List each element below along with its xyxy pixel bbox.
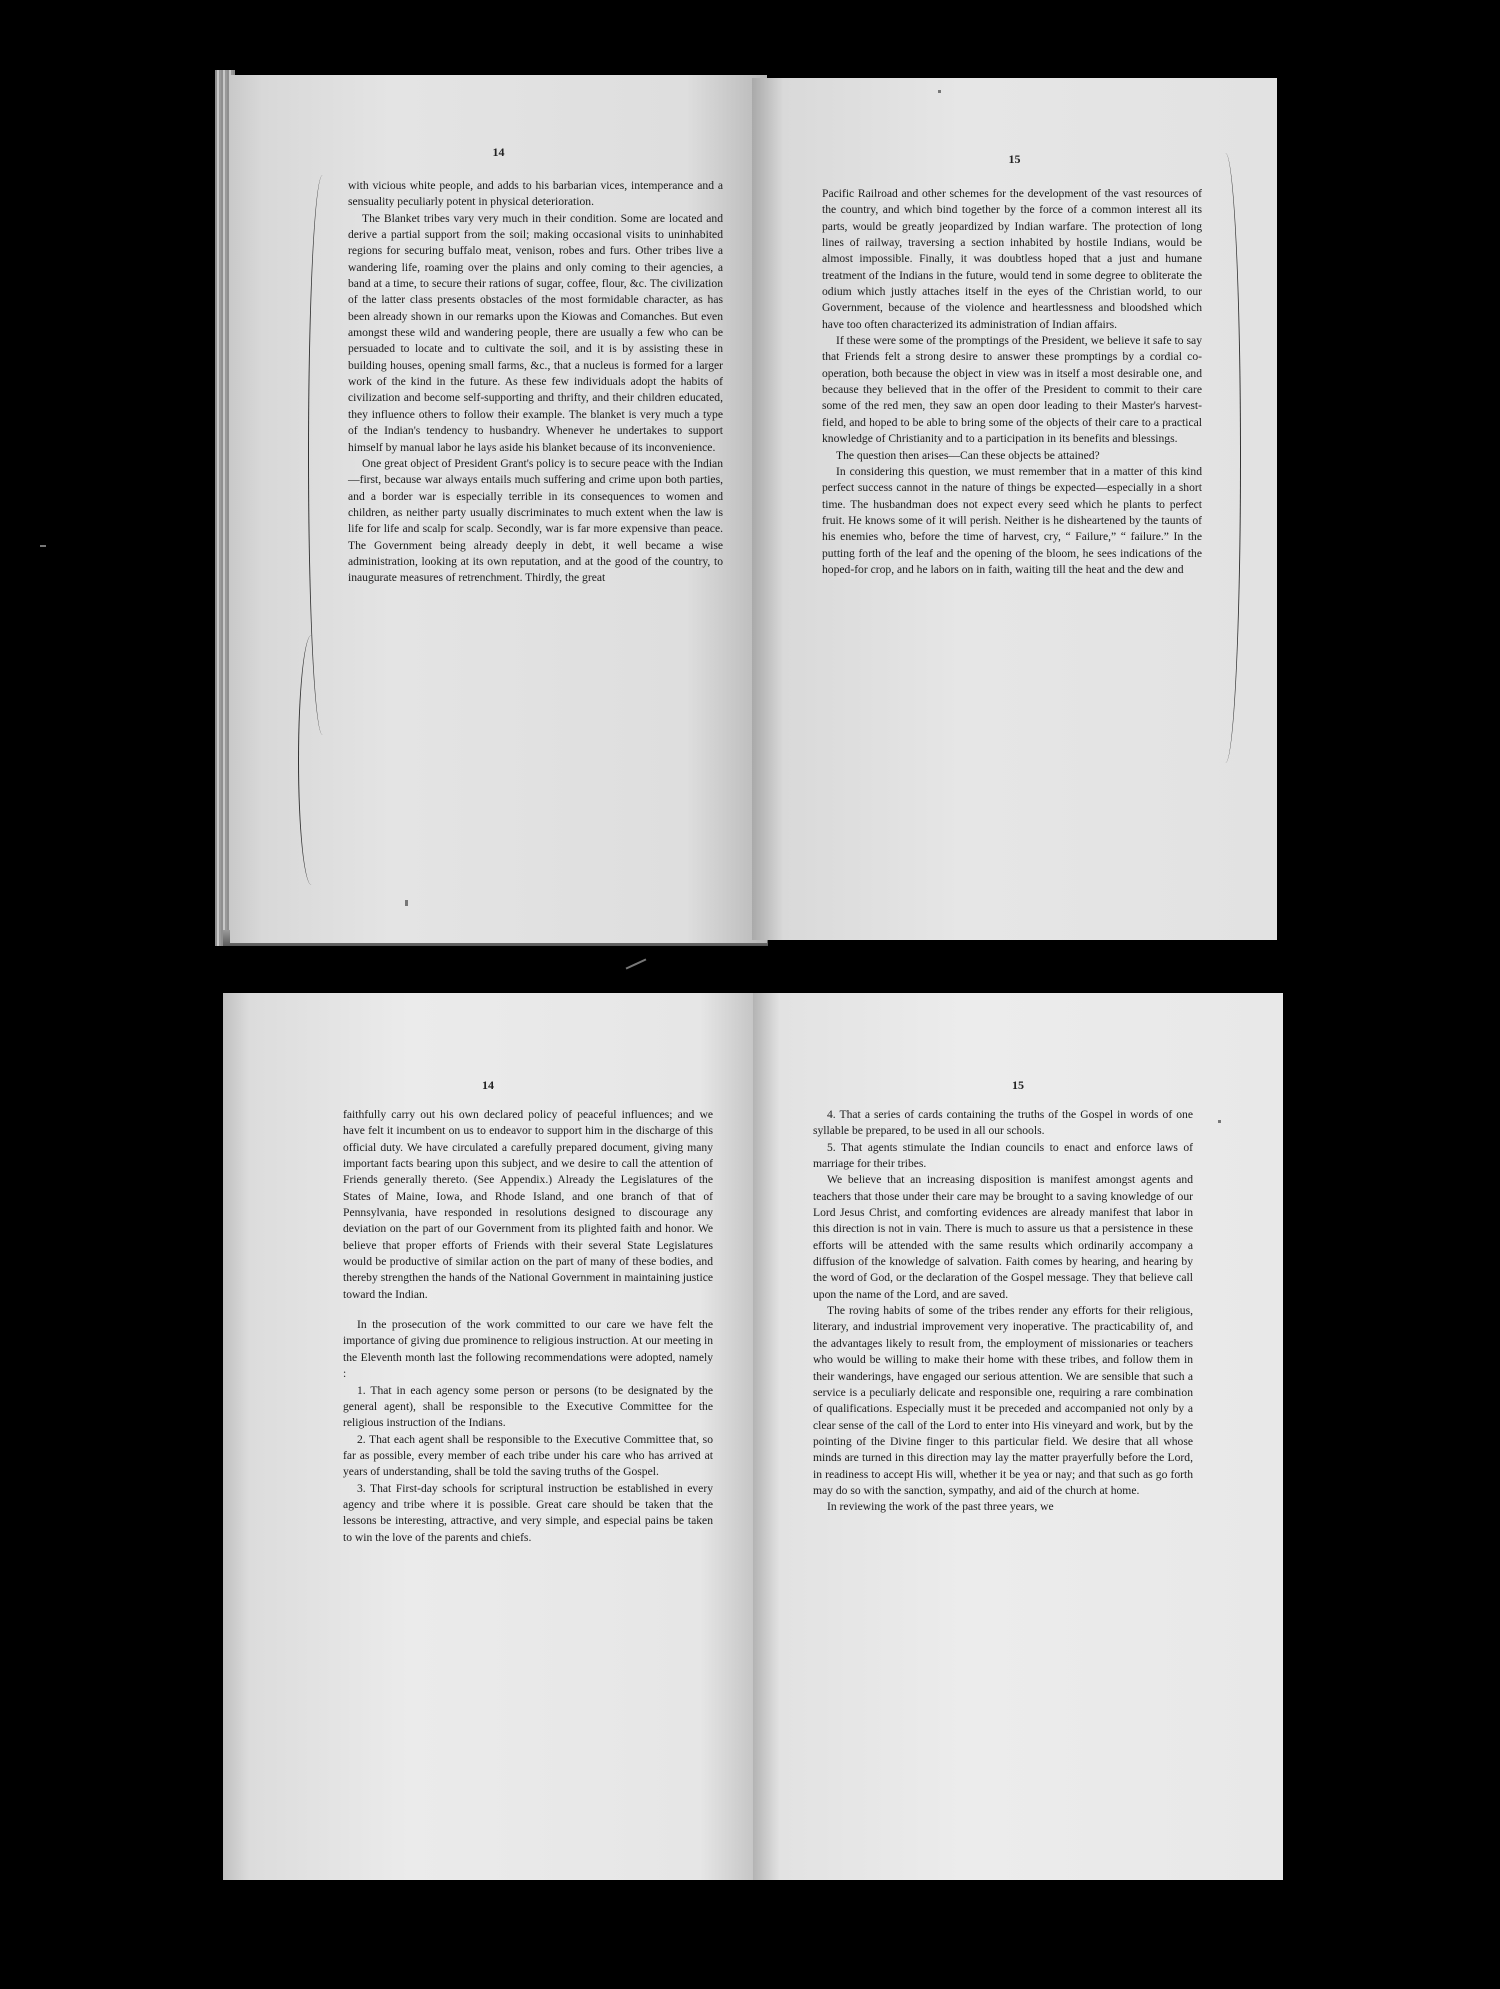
paragraph: The question then arises—Can these objects be attained? — [836, 448, 1100, 462]
page-text — [348, 178, 723, 587]
paragraph: We believe that an increasing disposition is manifest amongst agents and teachers that those under their care may be brought to a saving knowledge of our Lord Jesus Christ, and comforting evidences are already manifest that labor in this direction is not in vain. There is much to assure us that a persistence in these efforts will be attended with the same results which ordinarily accompany a diffusion of the knowledge of salvation. Faith comes by hearing, and hearing by the word of God, or the declaration of the Gospel message. They that believe call upon the name of the Lord, and are saved. — [813, 1173, 1193, 1301]
paragraph: with vicious white people, and adds to his barbarian vices, intemperance and a sensuality peculiarly potent in physical deterioration. — [348, 179, 723, 209]
scan2-left-page — [223, 993, 753, 1880]
dust-speck — [40, 545, 46, 547]
paragraph: In considering this question, we must remember that in a matter of this kind perfect success cannot in the nature of things be expected—especially in a short time. The husbandman does not expect every seed which he plants to perfect fruit. He knows some of it will perish. Neither is he disheartened by the taunts of his enemies who, before the time of harvest, cry, “ Failure,” “ failure.” In the putting forth of the leaf and the opening of the bloom, he sees indications of the hoped-for crop, and he labors on in faith, waiting till the heat and the dew and — [822, 464, 1202, 576]
paragraph: One great object of President Grant's policy is to secure peace with the Indian—first, because war always entails much suffering and crime upon both parties, and a border war is especially terrible in its consequences to women and children, as neither party usually discriminates to much extent when the law is life for life and scalp for scalp. Secondly, war is far more expensive than peace. The Government being already deeply in debt, it well became a wise administration, looking at its own reputation, and at the good of the country, to inaugurate measures of retrenchment. Thirdly, the great — [348, 456, 723, 585]
page-number: 14 — [482, 1078, 494, 1092]
scan2-right-page — [753, 993, 1283, 1880]
paragraph: Pacific Railroad and other schemes for the development of the vast resources of the country, and which bind together by the force of a common interest all its parts, would be greatly jeopardized by Indian warfare. The protection of long lines of railway, traversing a section inhabited by hostile Indians, would be almost impossible. Finally, it was doubtless hoped that a just and humane treatment of the Indians in the future, would tend in some degree to obliterate the odium which justly attaches itself in the eyes of the Christian world, to our Government, because of the violence and heartlessness and bloodshed which have too often characterized its administration of Indian affairs. — [822, 187, 1202, 331]
page-number: 14 — [492, 145, 505, 159]
page-text — [822, 186, 1202, 578]
pencil-bracket-mark — [1210, 153, 1241, 763]
scan1-left-page — [230, 75, 767, 943]
page-text — [343, 1107, 713, 1546]
paragraph: 2. That each agent shall be responsible to the Executive Committee that, so far as possible, every member of each tribe under his care who has arrived at years of understanding, shall be told the saving truths of the Gospel. — [343, 1432, 713, 1479]
paragraph: 1. That in each agency some person or persons (to be designated by the general agent), shall be responsible to the Executive Committee for the religious instruction of the Indians. — [343, 1383, 713, 1430]
paragraph: faithfully carry out his own declared policy of peaceful influences; and we have felt it incumbent on us to endeavor to support him in the discharge of this official duty. We have circulated a carefully prepared document, giving many important facts bearing upon this subject, and we desire to call the attention of Friends generally thereto. (See Appendix.) Already the Legislatures of the States of Maine, Iowa, and Rhode Island, and one branch of that of Pennsylvania, have responded in resolutions designed to discourage any deviation on the part of our Government from its plighted faith and honor. We believe that proper efforts of Friends with their several State Legislatures would be productive of similar action on the part of many of these bodies, and thereby strengthen the hands of the National Government in maintaining justice toward the Indian. — [343, 1108, 713, 1301]
page-text — [813, 1107, 1193, 1516]
paragraph: The Blanket tribes vary very much in their condition. Some are located and derive a partial support from the soil; making occasional visits to uninhabited regions for securing buffalo meat, venison, robes and furs. Other tribes live a wandering life, roaming over the plains and only coming to their agencies, a band at a time, to secure their rations of sugar, coffee, flour, &c. The civilization of the latter class presents obstacles of the most formidable character, as has been already shown in our remarks upon the Kiowas and Comanches. But even amongst these wild and wandering people, there are usually a few who can be persuaded to locate and to cultivate the soil, and it is by assisting these in building houses, opening small farms, &c., that a nucleus is formed for a larger work of the kind in the future. As these few individuals adopt the habits of civilization and become self-supporting and thrifty, and their children educated, they influence others to follow their example. The blanket is very much a type of the Indian's tendency to husbandry. Whenever he undertakes to support himself by manual labor he lays aside his blanket because of its inconvenience. — [348, 211, 723, 454]
scan1-right-page — [752, 78, 1277, 940]
dust-speck — [405, 900, 408, 906]
page-number: 15 — [1008, 152, 1021, 166]
paragraph: In reviewing the work of the past three years, we — [827, 1500, 1054, 1514]
pencil-bracket-mark — [298, 635, 325, 885]
paragraph: 4. That a series of cards containing the truths of the Gospel in words of one syllable be prepared, to be used in all our schools. — [813, 1108, 1193, 1138]
paragraph: If these were some of the promptings of the President, we believe it safe to say that Friends felt a strong desire to answer these promptings by a cordial co-operation, both because the object in view was in itself a most desirable one, and because they believed that in the offer of the President to commit to their care some of the red men, they saw an open door leading to their Master's harvest-field, and hoped to be able to bring some of the objects of their care to a practical knowledge of Christianity and to a participation in its benefits and blessings. — [822, 334, 1202, 446]
paragraph: In the prosecution of the work committed to our care we have felt the importance of giving due prominence to religious instruction. At our meeting in the Eleventh month last the following recommendations were adopted, namely : — [343, 1318, 713, 1381]
page-number: 15 — [1012, 1078, 1024, 1092]
dust-speck — [938, 90, 941, 93]
paragraph: 3. That First-day schools for scriptural instruction be established in every agency and tribe where it is possible. Great care should be taken that the lessons be interesting, attractive, and very simple, and especial pains be taken to win the love of the parents and chiefs. — [343, 1481, 713, 1544]
paragraph: The roving habits of some of the tribes render any efforts for their religious, literary, and industrial improvement very inoperative. The practicability of, and the advantages likely to result from, the employment of missionaries or teachers who would be willing to make their home with these tribes, and follow them in their wanderings, have engaged our serious attention. We are sensible that such a service is a peculiarly delicate and responsible one, requiring a rare combination of qualifications. Especially must it be preceded and accompanied not only by a clear sense of the call of the Lord to enter into His vineyard and work, but by the pointing of the Divine finger to this particular field. We desire that all whose minds are turned in this direction may lay the matter prayerfully before the Lord, in readiness to accept His will, whether it be yea or nay; and that such as go forth may do so with the sanction, sympathy, and aid of the church at home. — [813, 1304, 1193, 1497]
dust-speck — [626, 958, 647, 969]
dust-speck — [1218, 1120, 1221, 1123]
paragraph: 5. That agents stimulate the Indian councils to enact and enforce laws of marriage for their tribes. — [813, 1140, 1193, 1171]
